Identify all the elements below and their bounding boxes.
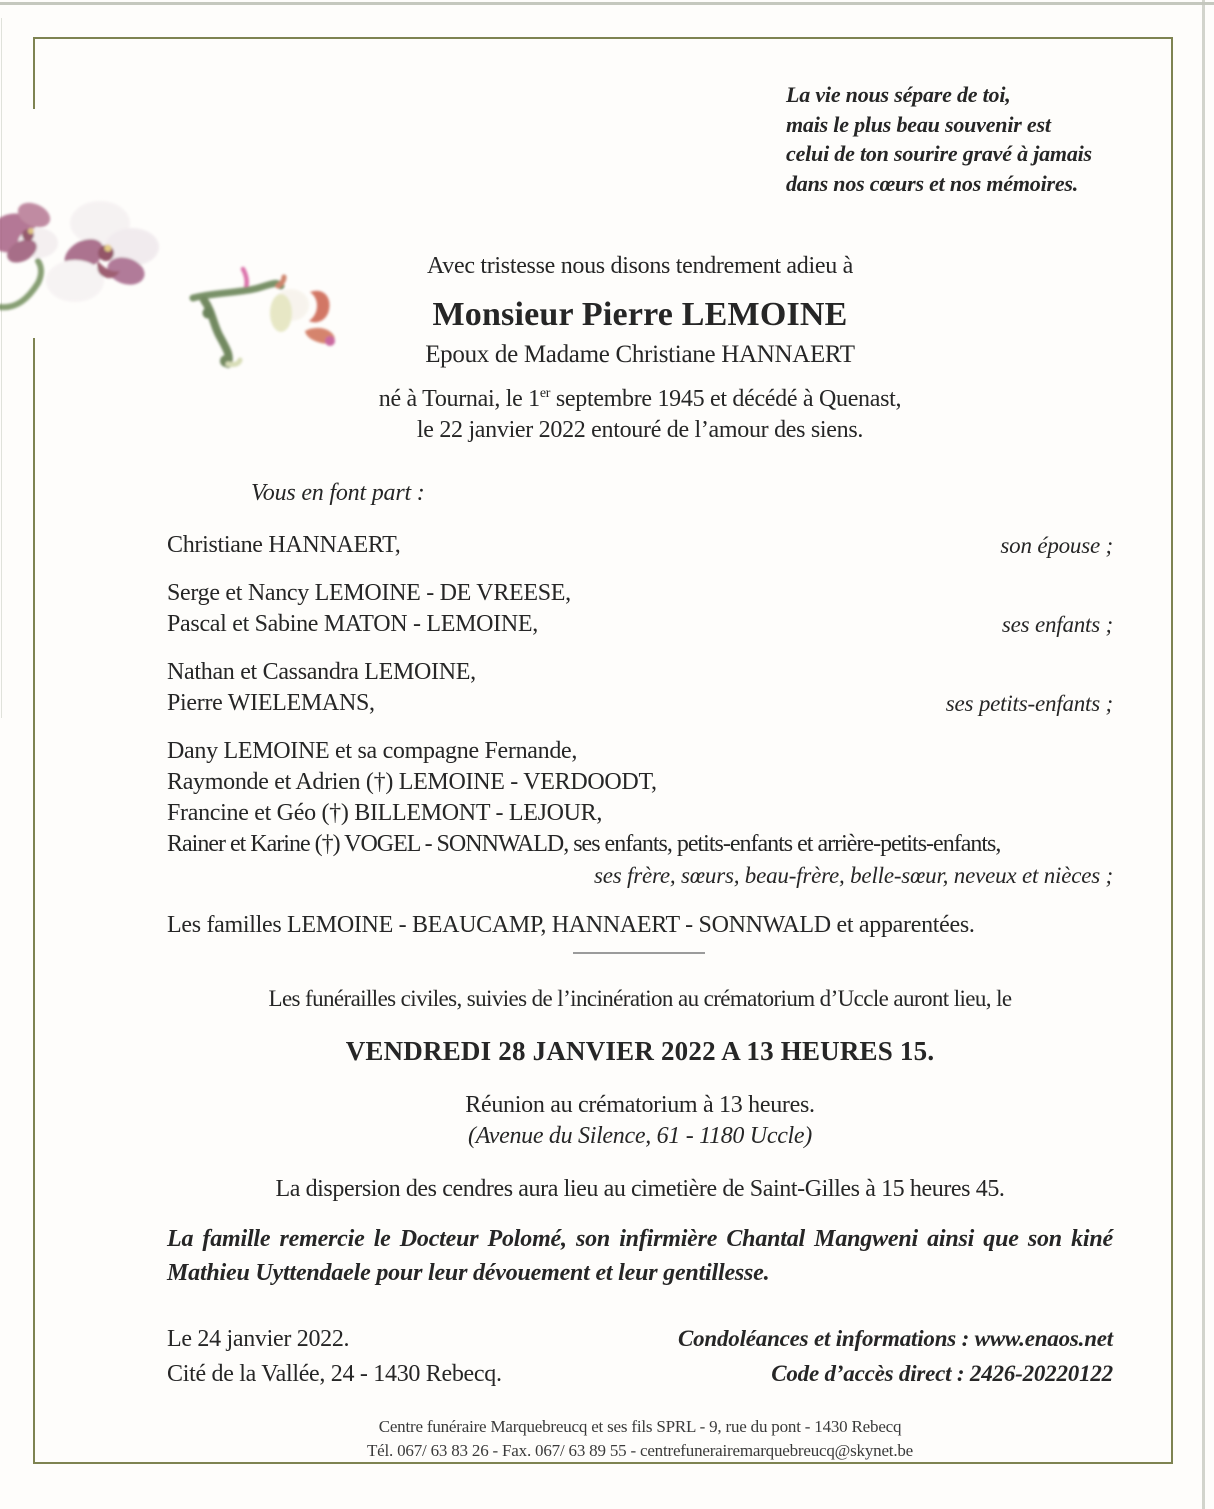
announcer-name: Francine et Géo (†) BILLEMONT - LEJOUR, bbox=[167, 800, 603, 826]
section-divider bbox=[573, 952, 705, 954]
letter-date: Le 24 janvier 2022. bbox=[167, 1326, 350, 1352]
farewell-intro: Avec tristesse nous disons tendrement adieu à bbox=[427, 253, 853, 279]
ceremony-announcement: Les funérailles civiles, suivies de l’incinération au crématorium d’Uccle auront lieu, le bbox=[268, 986, 1012, 1011]
relation-label: son épouse ; bbox=[1000, 533, 1113, 558]
families-line: Les familles LEMOINE - BEAUCAMP, HANNAERT - SONNWALD et apparentées. bbox=[167, 912, 975, 938]
announcer-name: Rainer et Karine (†) VOGEL - SONNWALD, ses enfants, petits-enfants et arrière-petits-enfants, bbox=[167, 831, 1001, 857]
ashes-dispersion-line: La dispersion des cendres aura lieu au cimetière de Saint-Gilles à 15 heures 45. bbox=[275, 1176, 1005, 1202]
announcer-group-children bbox=[167, 578, 1113, 640]
ceremony-datetime: VENDREDI 28 JANVIER 2022 A 13 HEURES 15. bbox=[345, 1036, 935, 1066]
ordinal-superscript: er bbox=[539, 386, 551, 401]
quote-line: celui de ton sourire gravé à jamais bbox=[786, 141, 1092, 166]
condolences-info: Condoléances et informations : www.enaos.net bbox=[677, 1326, 1113, 1351]
announcer-group-spouse bbox=[167, 530, 1113, 561]
death-date-line: le 22 janvier 2022 entouré de l’amour des siens. bbox=[416, 417, 864, 443]
relation-label: ses frère, sœurs, beau-frère, belle-sœur, neveux et nièces ; bbox=[594, 863, 1113, 888]
announcer-name: Pascal et Sabine MATON - LEMOINE, bbox=[167, 611, 538, 637]
relation-label: ses enfants ; bbox=[1001, 612, 1113, 637]
funeral-home-contact: Tél. 067/ 63 83 26 - Fax. 067/ 63 89 55 - centrefunerairemarquebreucq@skynet.be bbox=[366, 1441, 914, 1460]
scan-edge-right bbox=[1202, 0, 1205, 1509]
birth-death-post: septembre 1945 et décédé à Quenast, bbox=[550, 386, 902, 412]
announcer-name: Raymonde et Adrien (†) LEMOINE - VERDOODT, bbox=[167, 769, 657, 795]
ceremony-meeting: Réunion au crématorium à 13 heures. bbox=[465, 1092, 815, 1118]
announcer-name: Pierre WIELEMANS, bbox=[167, 690, 375, 716]
announcers-heading: Vous en font part : bbox=[251, 480, 425, 506]
family-address: Cité de la Vallée, 24 - 1430 Rebecq. bbox=[167, 1361, 502, 1387]
announcer-name: Nathan et Cassandra LEMOINE, bbox=[167, 659, 476, 685]
deceased-name: Monsieur Pierre LEMOINE bbox=[432, 296, 848, 333]
crematorium-address: (Avenue du Silence, 61 - 1180 Uccle) bbox=[468, 1123, 812, 1149]
quote-line: La vie nous sépare de toi, bbox=[786, 82, 1011, 107]
closing-row bbox=[167, 1361, 1113, 1388]
funeral-home-line: Centre funéraire Marquebreucq et ses fils SPRL - 9, rue du pont - 1430 Rebecq bbox=[378, 1417, 902, 1436]
spouse-line: Epoux de Madame Christiane HANNAERT bbox=[425, 341, 855, 368]
announcer-name: Dany LEMOINE et sa compagne Fernande, bbox=[167, 738, 578, 764]
announcer-name: Christiane HANNAERT, bbox=[167, 532, 401, 558]
announcers-list bbox=[167, 530, 1113, 941]
relation-label: ses petits-enfants ; bbox=[945, 691, 1113, 716]
family-thanks: La famille remercie le Docteur Polomé, son infirmière Chantal Mangweni ainsi que son kiné Mathieu Uyttendaele pour leur dévouement et leur gentillesse. bbox=[167, 1226, 1113, 1286]
scan-edge-top bbox=[0, 2, 1214, 5]
closing-block bbox=[167, 1326, 1113, 1396]
access-code: Code d’accès direct : 2426-20220122 bbox=[771, 1361, 1113, 1386]
birth-death-pre: né à Tournai, le 1 bbox=[378, 386, 540, 412]
birth-death-line bbox=[167, 386, 1113, 413]
announcer-group-grandchildren bbox=[167, 657, 1113, 719]
memorial-quote bbox=[786, 80, 1146, 198]
quote-line: dans nos cœurs et nos mémoires. bbox=[786, 170, 1079, 196]
announcer-name: Serge et Nancy LEMOINE - DE VREESE, bbox=[167, 580, 571, 606]
announcer-group-siblings bbox=[167, 736, 1113, 891]
quote-line: mais le plus beau souvenir est bbox=[786, 111, 1051, 137]
closing-row bbox=[167, 1326, 1113, 1353]
